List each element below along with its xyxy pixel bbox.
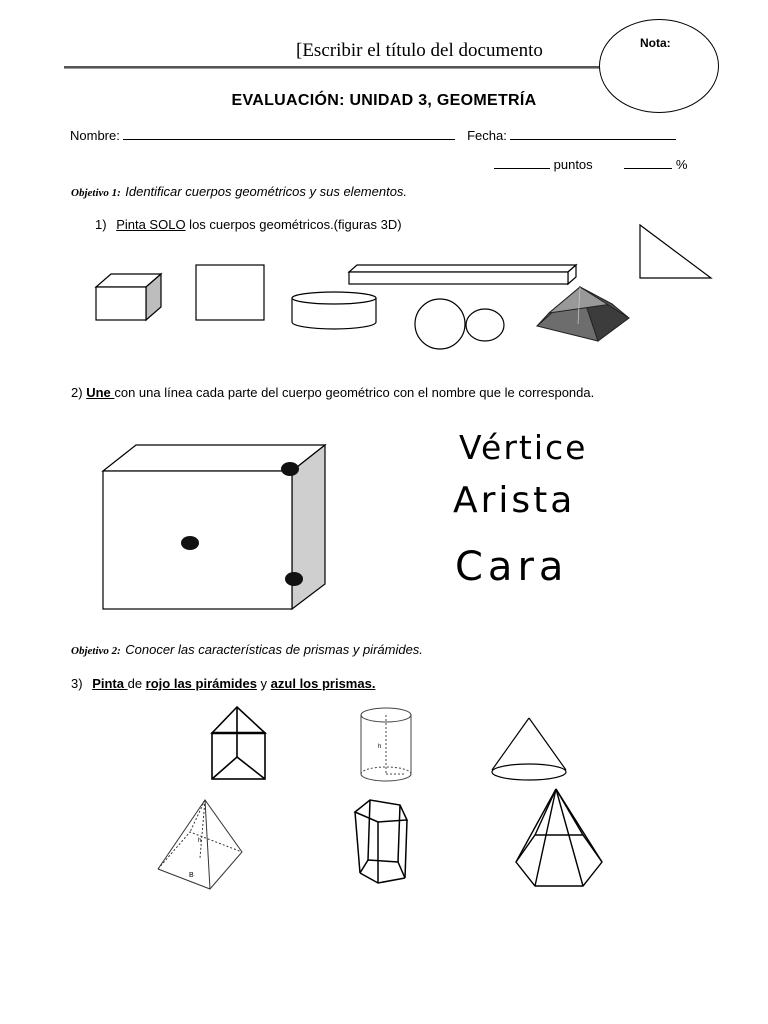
q3-de: de <box>127 676 146 691</box>
cone-shape[interactable] <box>492 718 566 780</box>
q3-pinta: Pinta <box>92 676 128 691</box>
pyramid-b-label: B <box>189 872 194 879</box>
hexagonal-pyramid-shape[interactable] <box>516 789 602 886</box>
q2-text: con una línea cada parte del cuerpo geométrico con el nombre que le corresponda. <box>114 385 595 400</box>
objective-1-text: Identificar cuerpos geométricos y sus elementos. <box>125 184 408 199</box>
objective-2-text: Conocer las características de prismas y pirámides. <box>125 642 423 657</box>
q2-number: 2) <box>71 385 83 400</box>
q1-underlined: Pinta SOLO <box>116 217 186 232</box>
wire-cylinder-shape[interactable] <box>361 708 411 781</box>
percent-label: % <box>675 157 688 172</box>
word-arista[interactable]: Arista <box>453 480 576 521</box>
objective-2-label: Objetivo 2: <box>71 645 121 657</box>
objective-1-label: Objetivo 1: <box>71 187 121 199</box>
q3-azul: azul los prismas. <box>270 676 376 691</box>
q2-underlined: Une <box>86 385 115 400</box>
q3-y: y <box>256 676 271 691</box>
word-cara[interactable]: Cara <box>455 544 569 590</box>
triangular-prism-shape[interactable] <box>212 707 265 779</box>
square-pyramid-shape[interactable] <box>158 800 242 889</box>
fecha-label: Fecha: <box>467 128 507 143</box>
q1-text: los cuerpos geométricos.(figuras 3D) <box>185 217 402 232</box>
q1-number: 1) <box>95 217 107 232</box>
word-vertice[interactable]: Vértice <box>459 428 588 467</box>
nombre-label: Nombre: <box>70 128 120 143</box>
pentagonal-prism-shape[interactable] <box>355 800 407 883</box>
document-header-title: [Escribir el título del documento <box>296 40 543 61</box>
page-title: EVALUACIÓN: UNIDAD 3, GEOMETRÍA <box>231 92 537 109</box>
q3-rojo: rojo las pirámides <box>145 676 257 691</box>
pyramid-h-label: h <box>198 838 202 844</box>
q3-number: 3) <box>71 676 83 691</box>
puntos-label: puntos <box>553 157 593 172</box>
cylinder-h-label: h <box>378 744 382 750</box>
nota-label: Nota: <box>640 36 671 50</box>
